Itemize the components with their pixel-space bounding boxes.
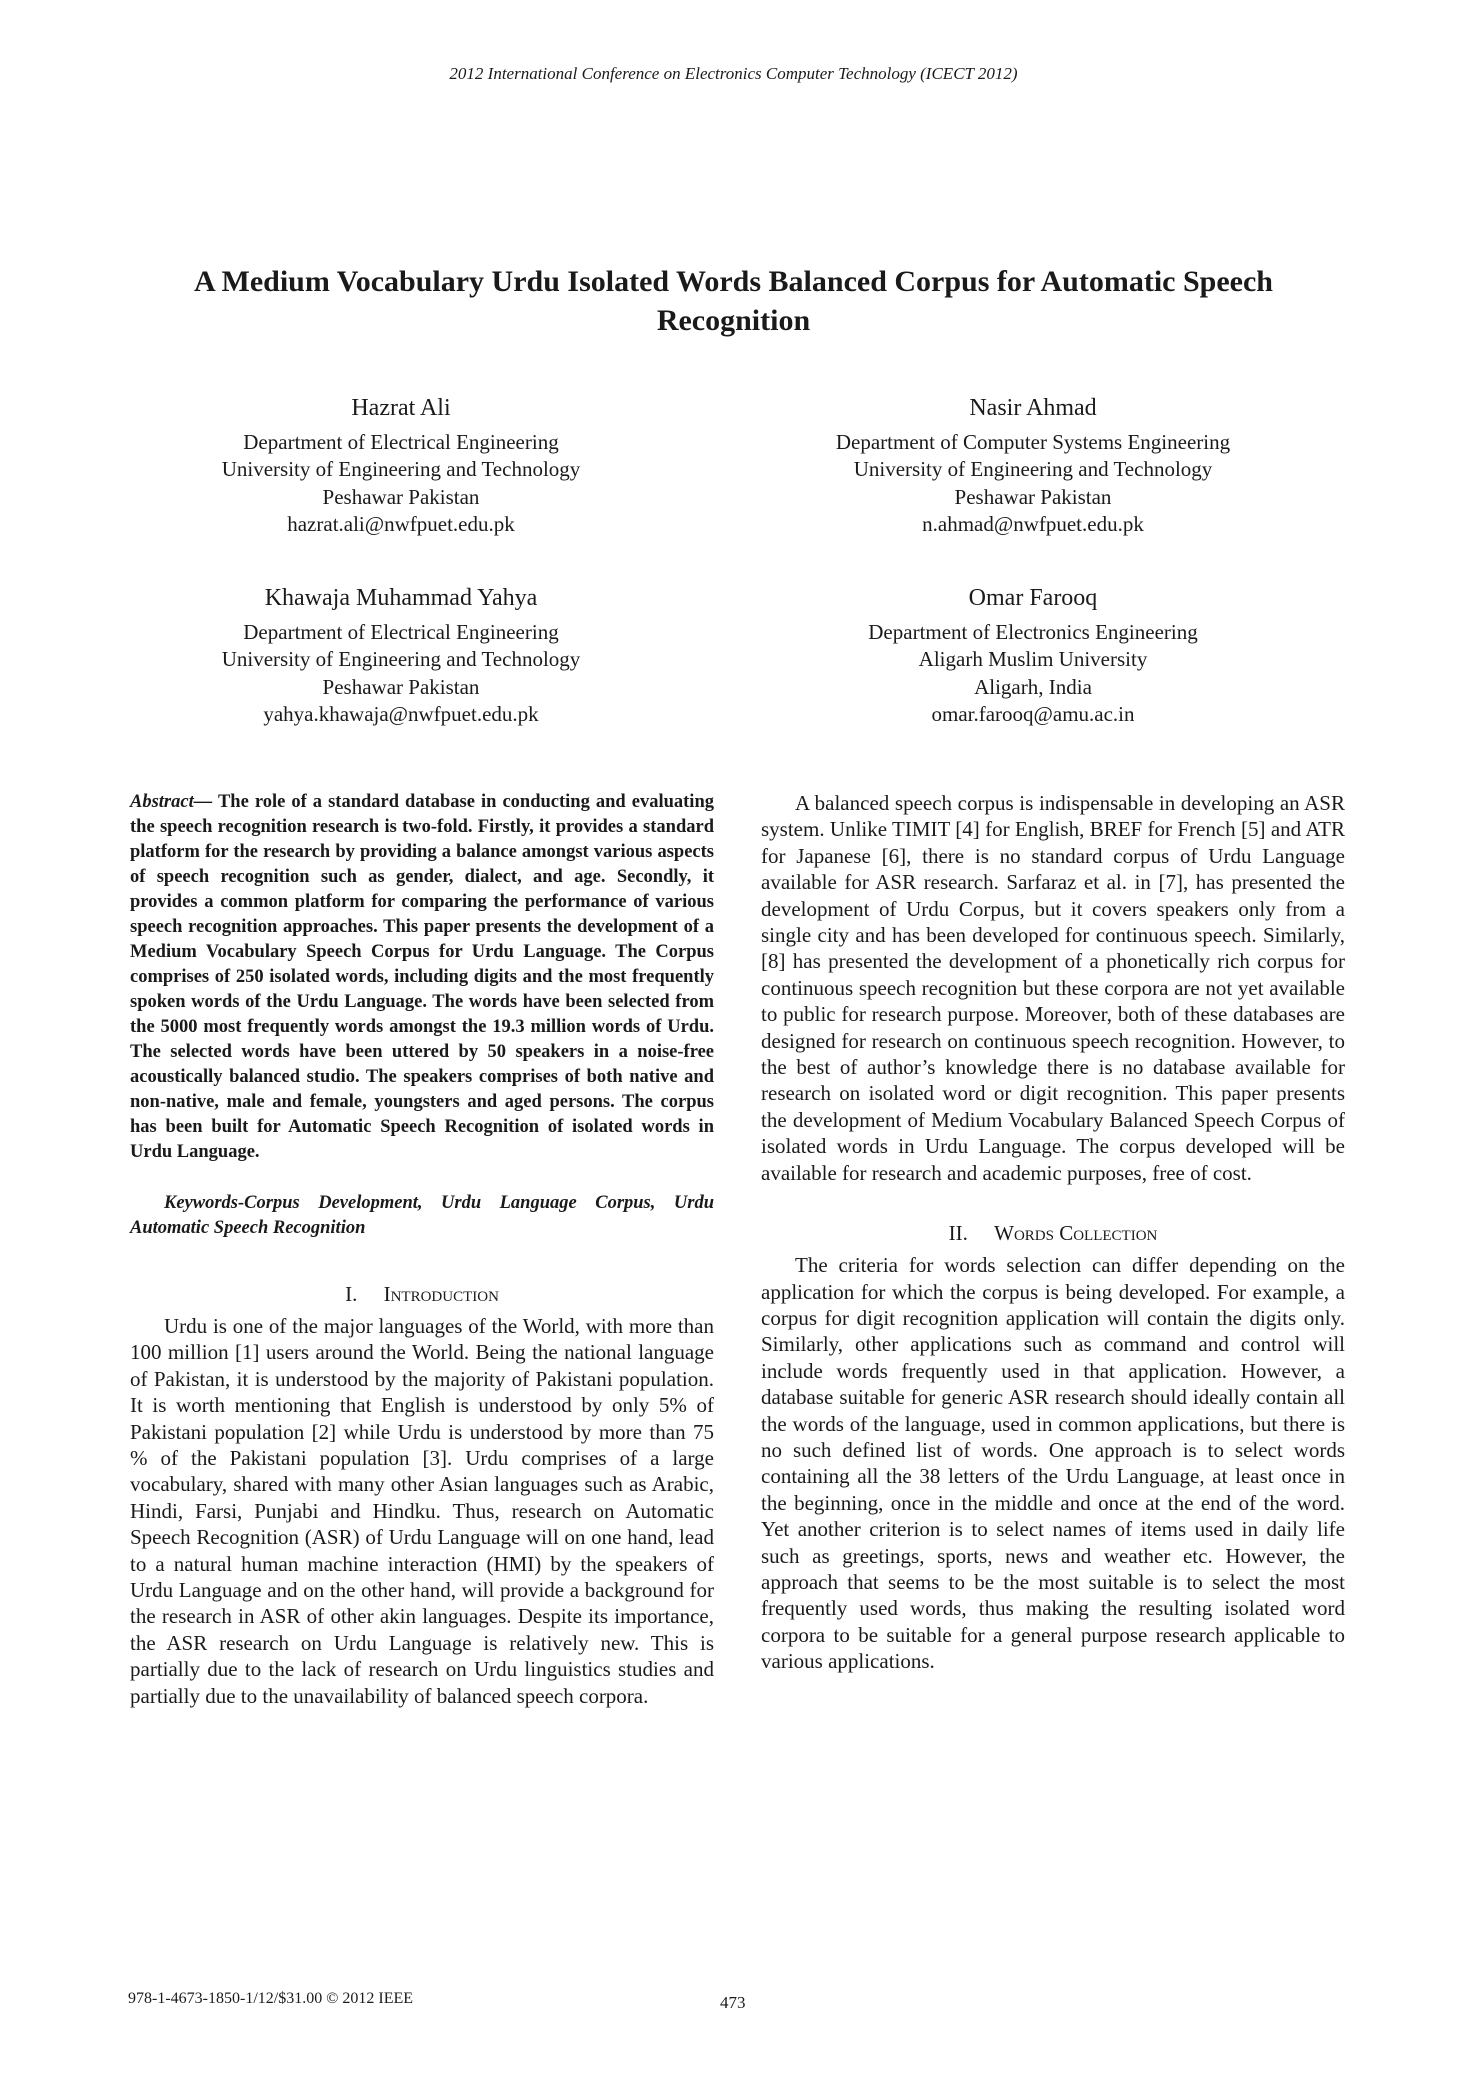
author-location: Peshawar Pakistan [322, 674, 480, 699]
author-email[interactable]: n.ahmad@nwfpuet.edu.pk [922, 512, 1144, 536]
author-location: Peshawar Pakistan [954, 484, 1112, 509]
right-column [761, 790, 1345, 1675]
author-email[interactable]: yahya.khawaja@nwfpuet.edu.pk [263, 702, 539, 726]
author-univ: University of Engineering and Technology [853, 457, 1213, 481]
author-location: Peshawar Pakistan [322, 484, 480, 509]
section-heading-words-collection [761, 1220, 1345, 1246]
section-numeral: I. [345, 1282, 358, 1306]
left-column [130, 790, 714, 1709]
author-name: Omar Farooq [968, 585, 1098, 611]
author-block-4 [753, 585, 1313, 729]
author-name: Khawaja Muhammad Yahya [264, 585, 538, 611]
author-email[interactable]: hazrat.ali@nwfpuet.edu.pk [287, 512, 515, 536]
abstract-label: Abstract— [130, 792, 213, 812]
abstract-text: The role of a standard database in conducting and evaluating the speech recognition research is two-fold. Firstly, it provides a standard platform for the research by providing a balance amongst various aspects of speech recognition such as gender, dialect, and age. Secondly, it provides a common platform for comparing the performance of various speech recognition approaches. This paper presents the development of a Medium Vocabulary Speech Corpus for Urdu Language. The Corpus comprises of 250 isolated words, including digits and the most frequently spoken words of the Urdu Language. The words have been selected from the 5000 most frequently words amongst the 19.3 million words of Urdu. The selected words have been uttered by 50 speakers in a noise-free acoustically balanced studio. The speakers comprises of both native and non-native, male and female, youngsters and aged persons. The corpus has been built for Automatic Speech Recognition of isolated words in Urdu Language. [130, 792, 714, 1162]
author-block-3 [121, 585, 681, 729]
corpus-paragraph: A balanced speech corpus is indispensable in developing an ASR system. Unlike TIMIT [4] for English, BREF for French [5] and ATR for Japanese [6], there is no standard corpus of Urdu Language available for ASR research. Sarfaraz et al. in [7], has presented the development of Urdu Corpus, but it covers speakers only from a single city and has been developed for continuous speech. Similarly, [8] has presented the development of a phonetically rich corpus for continuous speech recognition but these corpora are not yet available to public for research purpose. Moreover, both of these databases are designed for research on continuous speech recognition. However, to the best of author’s knowledge there is no database available for research on isolated word or digit recognition. This paper presents the development of Medium Vocabulary Balanced Speech Corpus of isolated words in Urdu Language. The corpus developed will be available for research and academic purposes, free of cost. [761, 791, 1345, 1185]
author-block-2 [753, 395, 1313, 539]
intro-paragraph: Urdu is one of the major languages of the World, with more than 100 million [1] users around the World. Being the national language of Pakistan, it is understood by the majority of Pakistani population. It is worth mentioning that English is understood by only 5% of Pakistani population [2] while Urdu is understood by more than 75 % of the Pakistani population [3]. Urdu comprises of a large vocabulary, shared with many other Asian languages such as Arabic, Hindi, Farsi, Punjabi and Hindku. Thus, research on Automatic Speech Recognition (ASR) of Urdu Language will on one hand, lead to a natural human machine interaction (HMI) by the speakers of Urdu Language and on the other hand, will provide a background for the research in ASR of other akin languages. Despite its importance, the ASR research on Urdu Language is relatively new. This is partially due to the lack of research on Urdu linguistics studies and partially due to the unavailability of balanced speech corpora. [130, 1314, 714, 1708]
author-name: Nasir Ahmad [969, 395, 1097, 421]
paper-title: A Medium Vocabulary Urdu Isolated Words Balanced Corpus for Automatic Speech Recognition [194, 265, 1273, 337]
author-block-1 [121, 395, 681, 539]
section-title: Introduction [383, 1282, 499, 1306]
author-dept: Department of Electronics Engineering [868, 619, 1198, 644]
author-dept: Department of Electrical Engineering [243, 619, 559, 644]
author-univ: University of Engineering and Technology [221, 647, 581, 671]
author-location: Aligarh, India [974, 674, 1092, 699]
section-numeral: II. [948, 1221, 968, 1246]
author-email[interactable]: omar.farooq@amu.ac.in [931, 702, 1135, 726]
conference-header: 2012 International Conference on Electronics Computer Technology (ICECT 2012) [449, 64, 1018, 83]
words-collection-paragraph: The criteria for words selection can differ depending on the application for which the corpus is being developed. For example, a corpus for digit recognition application will contain the digits only. Similarly, other applications such as command and control will include words frequently used in that application. However, a database suitable for generic ASR research should ideally contain all the words of the language, used in common applications, but there is no such defined list of words. One approach is to select words containing all the 38 letters of the Urdu Language, at least once in the beginning, once in the middle and once at the end of the word. Yet another criterion is to select names of items used in daily life such as greetings, sports, news and weather etc. However, the approach that seems to be the most suitable is to select the most frequently used words, thus making the resulting isolated word corpora to be suitable for a general purpose research applicable to various applications. [761, 1253, 1345, 1674]
author-dept: Department of Electrical Engineering [243, 429, 559, 454]
author-dept: Department of Computer Systems Engineering [835, 429, 1231, 454]
footer-isbn: 978-1-4673-1850-1/12/$31.00 © 2012 IEEE [128, 1990, 414, 2007]
page-number: 473 [720, 1993, 746, 2012]
author-univ: University of Engineering and Technology [221, 457, 581, 481]
author-name: Hazrat Ali [351, 395, 451, 421]
keywords: Keywords-Corpus Development, Urdu Language Corpus, Urdu Automatic Speech Recognition [130, 1193, 714, 1238]
section-heading-introduction [130, 1281, 714, 1307]
section-title: Words Collection [994, 1221, 1158, 1246]
author-univ: Aligarh Muslim University [918, 647, 1148, 671]
abstract [130, 790, 714, 1165]
